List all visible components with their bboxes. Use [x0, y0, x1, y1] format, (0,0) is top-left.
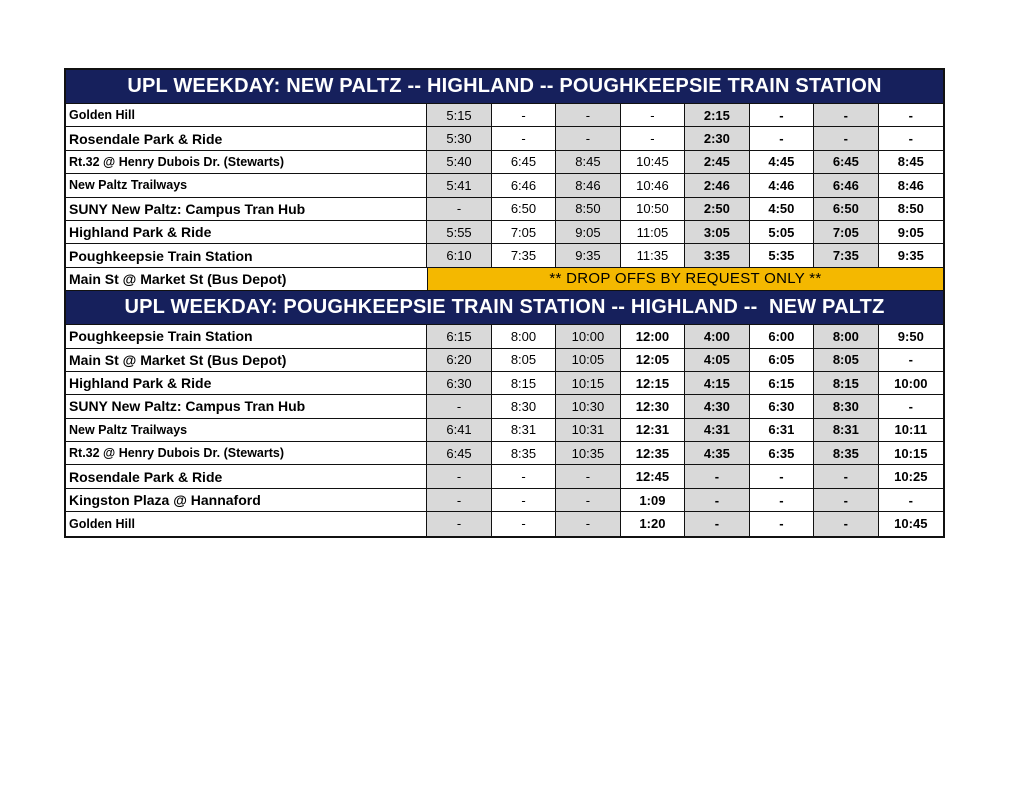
time-cell: 8:35: [814, 442, 878, 464]
time-cell: -: [908, 107, 913, 123]
time-cell: 6:05: [750, 349, 814, 371]
time-cell: 12:05: [621, 349, 685, 371]
time-cell: 9:05: [897, 224, 924, 240]
time-cell: -: [427, 465, 491, 487]
time-cell: 5:05: [750, 221, 814, 243]
time-cell: 10:11: [894, 422, 928, 438]
time-cell: 4:05: [685, 349, 749, 371]
schedule-row: [66, 127, 943, 150]
time-cell: 9:50: [897, 328, 924, 344]
time-cell: 9:05: [556, 221, 620, 243]
time-cell: 10:00: [894, 375, 928, 391]
time-cell: 8:46: [556, 174, 620, 196]
time-cell: -: [908, 352, 913, 368]
time-cell: 10:15: [894, 445, 928, 461]
time-cell: -: [492, 104, 556, 126]
time-cell: 4:35: [685, 442, 749, 464]
time-cell: -: [427, 512, 491, 535]
inbound-header: UPL WEEKDAY: POUGHKEEPSIE TRAIN STATION -- HIGHLAND -- NEW PALTZ: [66, 291, 943, 325]
time-cell: 2:46: [685, 174, 749, 196]
time-cell: 8:45: [556, 151, 620, 173]
time-cell: 8:50: [556, 198, 620, 220]
time-cell: 12:31: [621, 419, 685, 441]
time-cell: -: [750, 489, 814, 511]
time-cell: -: [814, 127, 878, 149]
schedule-row: [66, 151, 943, 174]
time-cell: 5:55: [427, 221, 491, 243]
time-cell: -: [814, 465, 878, 487]
time-cell: -: [556, 104, 620, 126]
time-cell: -: [908, 398, 913, 414]
stop-name: Rt.32 @ Henry Dubois Dr. (Stewarts): [66, 151, 427, 173]
time-cell: 10:00: [556, 325, 620, 347]
stop-name: Rt.32 @ Henry Dubois Dr. (Stewarts): [66, 442, 427, 464]
time-cell: -: [750, 512, 814, 535]
time-cell: 6:41: [427, 419, 491, 441]
stop-name: Rosendale Park & Ride: [66, 465, 427, 487]
time-cell: -: [685, 465, 749, 487]
time-cell: 8:05: [492, 349, 556, 371]
drop-off-note: ** DROP OFFS BY REQUEST ONLY **: [428, 268, 943, 290]
schedule-row: [66, 325, 943, 348]
outbound-header: UPL WEEKDAY: NEW PALTZ -- HIGHLAND -- POUGHKEEPSIE TRAIN STATION: [66, 70, 943, 104]
time-cell: 4:46: [750, 174, 814, 196]
outbound-body: [66, 104, 943, 268]
time-cell: -: [492, 512, 556, 535]
time-cell: 6:31: [750, 419, 814, 441]
schedule-row: [66, 489, 943, 512]
time-cell: -: [908, 492, 913, 508]
time-cell: -: [621, 104, 685, 126]
time-cell: 6:30: [427, 372, 491, 394]
time-cell: -: [556, 489, 620, 511]
time-cell: 11:35: [621, 244, 685, 266]
stop-name: Main St @ Market St (Bus Depot): [66, 268, 428, 290]
time-cell: 10:25: [894, 469, 928, 485]
time-cell: 5:35: [750, 244, 814, 266]
stop-name: Highland Park & Ride: [66, 221, 427, 243]
time-cell: 4:30: [685, 395, 749, 417]
schedule-table: [64, 68, 945, 538]
time-cell: 10:50: [621, 198, 685, 220]
time-cell: 6:15: [427, 325, 491, 347]
time-cell: -: [427, 198, 491, 220]
time-cell: 12:35: [621, 442, 685, 464]
time-cell: -: [750, 127, 814, 149]
stop-name: SUNY New Paltz: Campus Tran Hub: [66, 395, 427, 417]
time-cell: 8:30: [492, 395, 556, 417]
time-cell: 2:50: [685, 198, 749, 220]
time-cell: 8:35: [492, 442, 556, 464]
stop-name: Kingston Plaza @ Hannaford: [66, 489, 427, 511]
time-cell: 7:35: [814, 244, 878, 266]
time-cell: 2:15: [685, 104, 749, 126]
time-cell: 4:31: [685, 419, 749, 441]
time-cell: 7:35: [492, 244, 556, 266]
schedule-row: [66, 442, 943, 465]
time-cell: 10:05: [556, 349, 620, 371]
schedule-row: [66, 104, 943, 127]
time-cell: 12:45: [621, 465, 685, 487]
stop-name: Main St @ Market St (Bus Depot): [66, 349, 427, 371]
time-cell: 6:50: [814, 198, 878, 220]
stop-name: New Paltz Trailways: [66, 419, 427, 441]
time-cell: -: [556, 465, 620, 487]
time-cell: 6:15: [750, 372, 814, 394]
time-cell: 11:05: [621, 221, 685, 243]
time-cell: -: [814, 512, 878, 535]
time-cell: 6:46: [492, 174, 556, 196]
time-cell: -: [427, 395, 491, 417]
time-cell: 5:40: [427, 151, 491, 173]
schedule-row: [66, 244, 943, 267]
time-cell: 12:00: [621, 325, 685, 347]
time-cell: -: [492, 127, 556, 149]
time-cell: 8:05: [814, 349, 878, 371]
time-cell: -: [750, 104, 814, 126]
time-cell: 6:46: [814, 174, 878, 196]
time-cell: 12:15: [621, 372, 685, 394]
time-cell: -: [750, 465, 814, 487]
time-cell: 8:00: [492, 325, 556, 347]
time-cell: 1:20: [621, 512, 685, 535]
time-cell: 7:05: [492, 221, 556, 243]
schedule-row: [66, 395, 943, 418]
time-cell: 6:30: [750, 395, 814, 417]
time-cell: -: [427, 489, 491, 511]
time-cell: 10:45: [621, 151, 685, 173]
time-cell: 10:15: [556, 372, 620, 394]
time-cell: 8:45: [897, 154, 924, 170]
time-cell: 5:41: [427, 174, 491, 196]
time-cell: 2:45: [685, 151, 749, 173]
time-cell: -: [685, 512, 749, 535]
time-cell: 4:00: [685, 325, 749, 347]
stop-name: SUNY New Paltz: Campus Tran Hub: [66, 198, 427, 220]
schedule-row: [66, 174, 943, 197]
stop-name: Rosendale Park & Ride: [66, 127, 427, 149]
stop-name: Golden Hill: [66, 512, 427, 535]
time-cell: 6:10: [427, 244, 491, 266]
schedule-row: [66, 419, 943, 442]
time-cell: 8:31: [814, 419, 878, 441]
time-cell: 3:05: [685, 221, 749, 243]
time-cell: 1:09: [621, 489, 685, 511]
inbound-body: [66, 325, 943, 536]
time-cell: 4:50: [750, 198, 814, 220]
time-cell: 8:50: [897, 201, 924, 217]
stop-name: Golden Hill: [66, 104, 427, 126]
time-cell: 10:31: [556, 419, 620, 441]
time-cell: 9:35: [556, 244, 620, 266]
time-cell: 8:30: [814, 395, 878, 417]
time-cell: 6:45: [427, 442, 491, 464]
schedule-row: [66, 221, 943, 244]
schedule-row: [66, 512, 943, 535]
schedule-row: [66, 372, 943, 395]
drop-off-row: [66, 268, 943, 291]
time-cell: 6:00: [750, 325, 814, 347]
time-cell: -: [492, 465, 556, 487]
time-cell: 4:15: [685, 372, 749, 394]
stop-name: Poughkeepsie Train Station: [66, 244, 427, 266]
schedule-row: [66, 465, 943, 488]
time-cell: 6:35: [750, 442, 814, 464]
time-cell: 3:35: [685, 244, 749, 266]
schedule-row: [66, 349, 943, 372]
time-cell: 5:15: [427, 104, 491, 126]
time-cell: -: [685, 489, 749, 511]
time-cell: 8:31: [492, 419, 556, 441]
time-cell: 10:30: [556, 395, 620, 417]
time-cell: -: [556, 512, 620, 535]
time-cell: 8:46: [897, 177, 924, 193]
time-cell: 8:15: [814, 372, 878, 394]
time-cell: -: [814, 104, 878, 126]
time-cell: 2:30: [685, 127, 749, 149]
time-cell: 4:45: [750, 151, 814, 173]
time-cell: 8:00: [814, 325, 878, 347]
time-cell: -: [908, 131, 913, 147]
stop-name: New Paltz Trailways: [66, 174, 427, 196]
time-cell: 6:45: [492, 151, 556, 173]
time-cell: 10:45: [894, 516, 928, 532]
stop-name: Highland Park & Ride: [66, 372, 427, 394]
time-cell: 5:30: [427, 127, 491, 149]
time-cell: 7:05: [814, 221, 878, 243]
time-cell: -: [556, 127, 620, 149]
time-cell: 12:30: [621, 395, 685, 417]
stop-name: Poughkeepsie Train Station: [66, 325, 427, 347]
time-cell: 6:45: [814, 151, 878, 173]
time-cell: 10:46: [621, 174, 685, 196]
time-cell: 9:35: [897, 248, 924, 264]
time-cell: -: [621, 127, 685, 149]
time-cell: 8:15: [492, 372, 556, 394]
time-cell: -: [814, 489, 878, 511]
time-cell: 6:20: [427, 349, 491, 371]
schedule-row: [66, 198, 943, 221]
time-cell: 6:50: [492, 198, 556, 220]
time-cell: -: [492, 489, 556, 511]
time-cell: 10:35: [556, 442, 620, 464]
